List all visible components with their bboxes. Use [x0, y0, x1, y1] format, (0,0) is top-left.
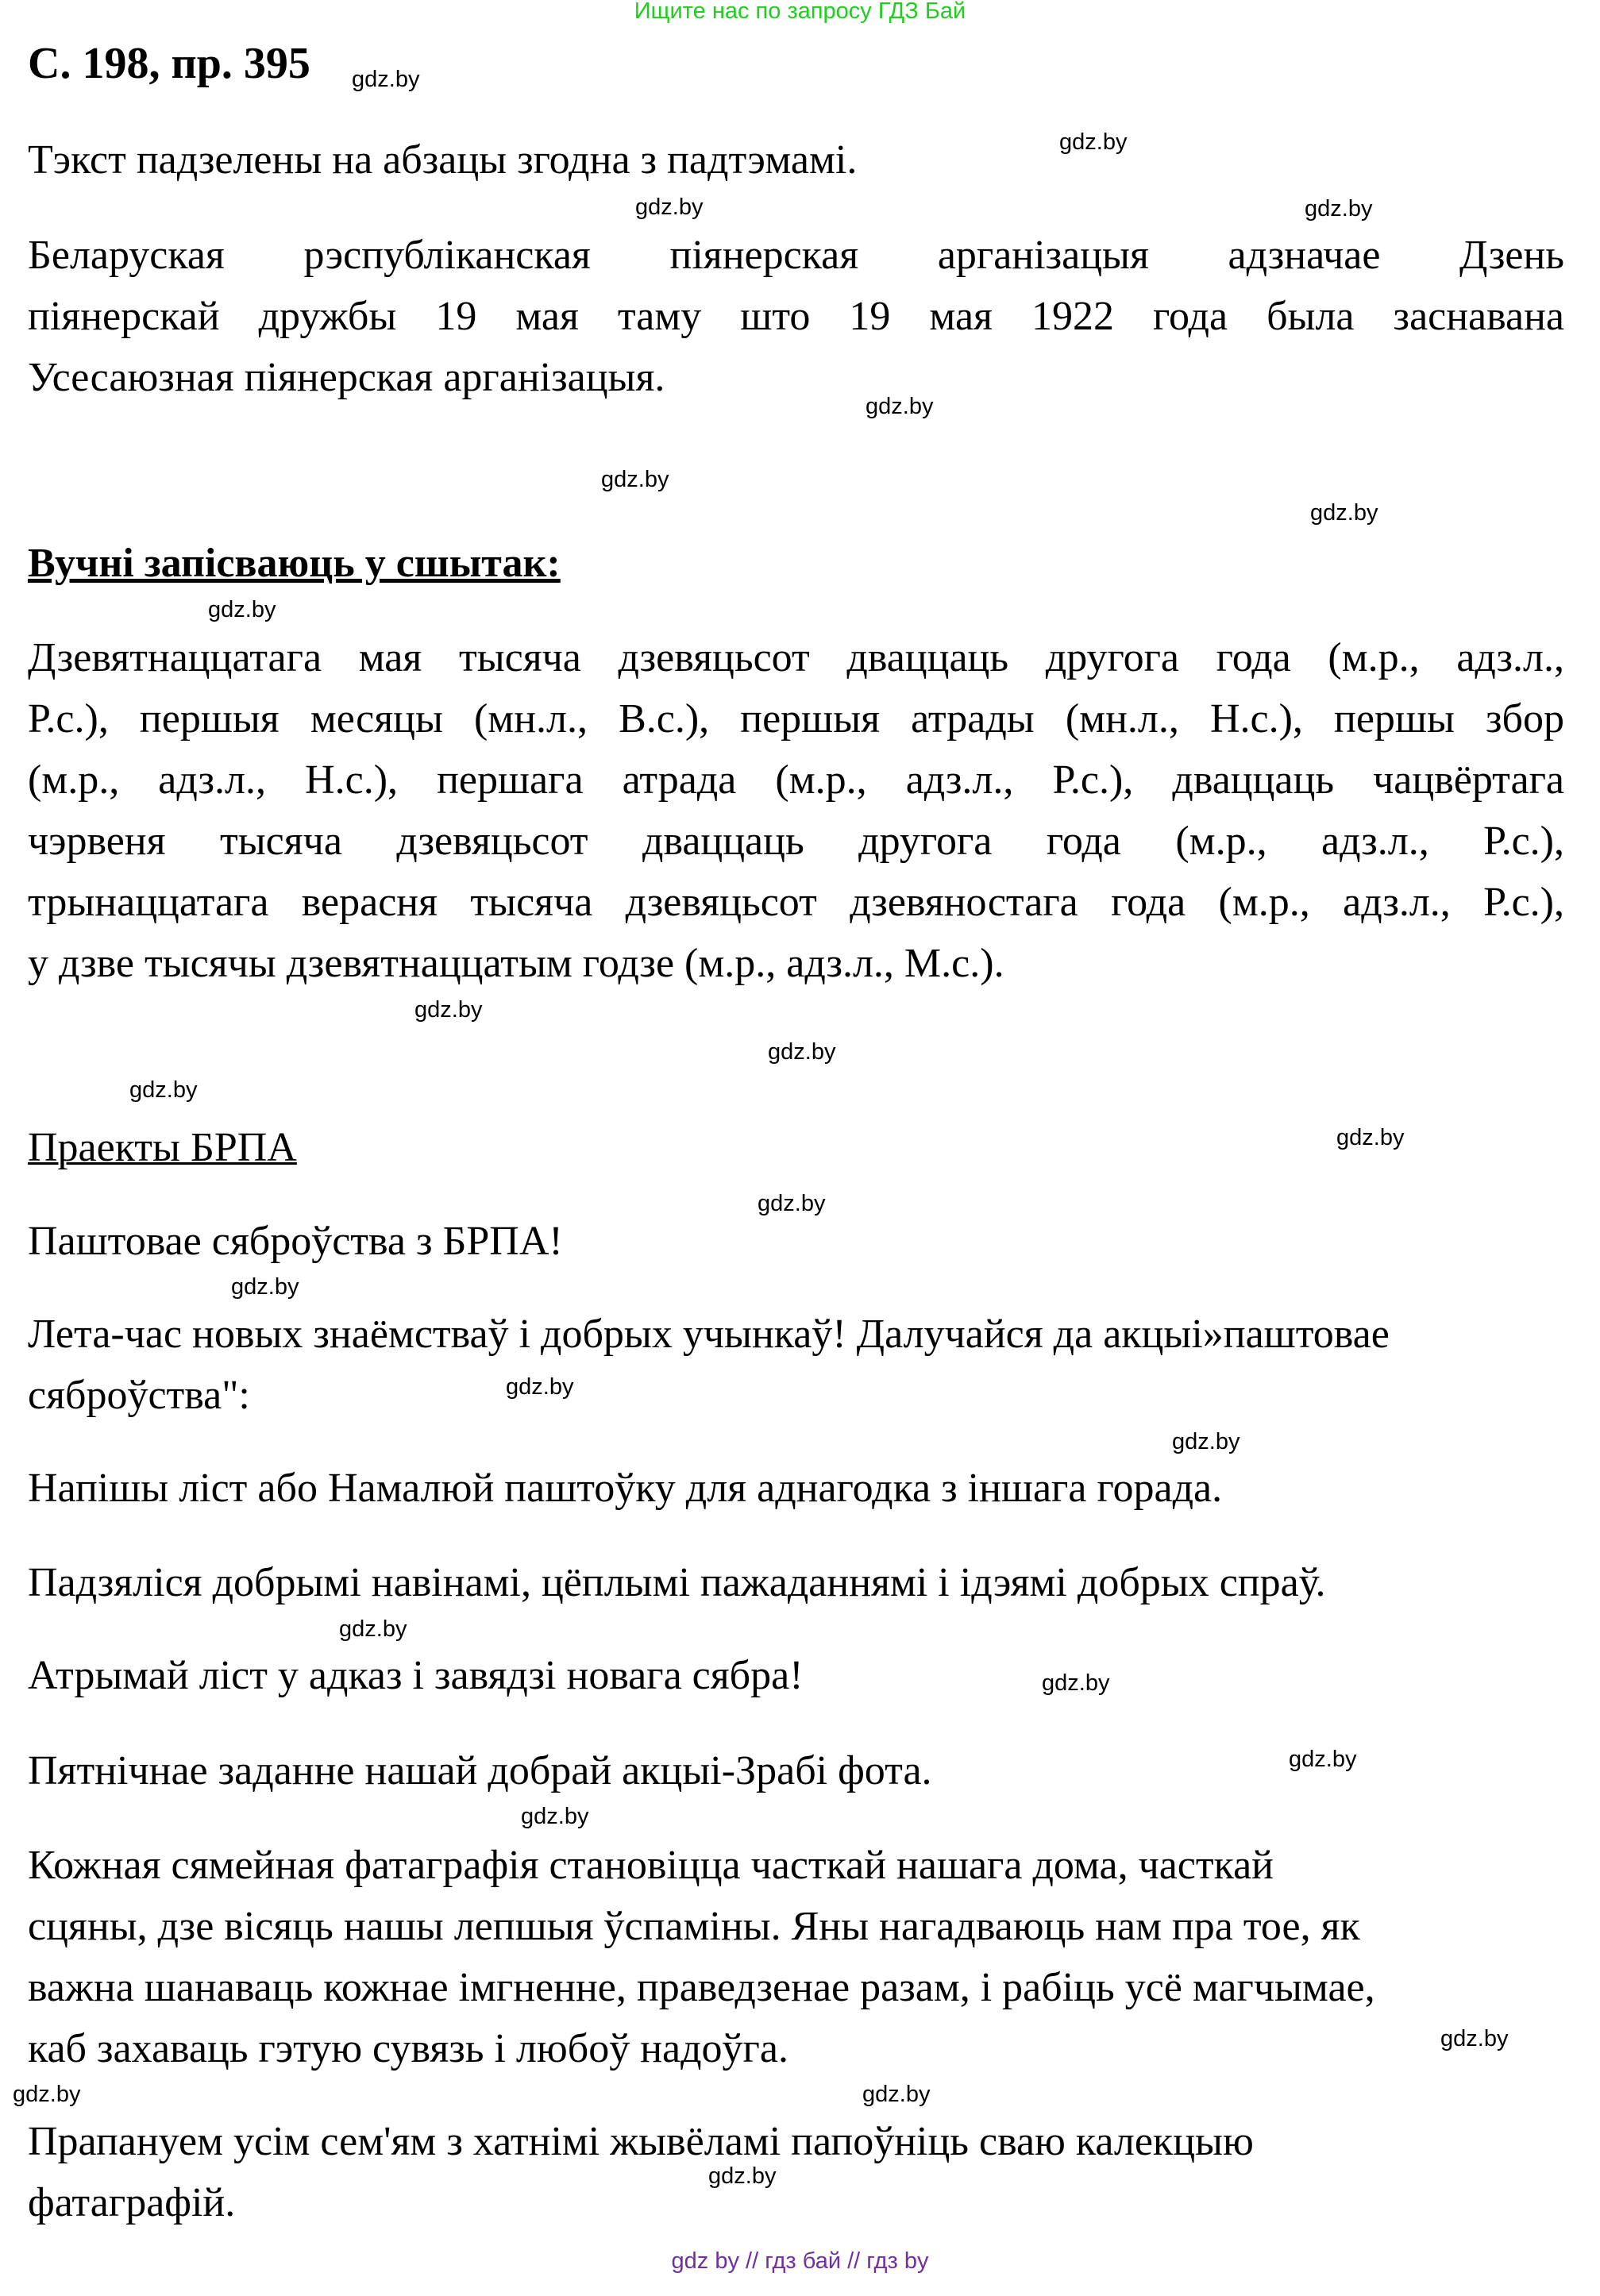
watermark: gdz.by — [339, 1616, 407, 1642]
text-line: Тэкст падзелены на абзацы згодна з падтэмамі. — [28, 137, 858, 183]
paragraph-share — [28, 1552, 1564, 1613]
text-line: Атрымай ліст у адказ і завядзі новага сябра! — [28, 1653, 804, 1698]
watermark: gdz.by — [1310, 500, 1378, 526]
paragraph-pets — [28, 2111, 1564, 2233]
watermark: gdz.by — [129, 1077, 198, 1103]
text-line: Прапануем усім сем'ям з хатнімі жывёламі папоўніць сваю калекцыю — [28, 2119, 1254, 2164]
watermark: gdz.by — [1336, 1125, 1405, 1150]
text-line: у дзве тысячы дзевятнаццатым годзе (м.р., адз.л., М.с.). — [28, 941, 1004, 986]
watermark: gdz.by — [1289, 1747, 1357, 1772]
text-line: фатаграфій. — [28, 2180, 236, 2225]
text-line: Пятнічнае заданне нашай добрай акцыі-Зрабі фота. — [28, 1748, 932, 1793]
text-line: трынаццатага верасня тысяча дзевяцьсот дзевяностага года (м.р., адз.л., Р.с.), — [28, 880, 1564, 925]
projects-heading — [28, 1117, 1564, 1178]
watermark: gdz.by — [708, 2163, 777, 2189]
watermark: gdz.by — [1305, 196, 1373, 222]
paragraph-numerals — [28, 627, 1564, 994]
text-line: Напішы ліст або Намалюй паштоўку для аднагодка з іншага горада. — [28, 1466, 1223, 1511]
page-title: С. 198, пр. 395 — [28, 39, 310, 88]
text-line: Дзевятнаццатага мая тысяча дзевяцьсот дваццаць другога года (м.р., адз.л., — [28, 635, 1564, 680]
text-line: важна шанаваць кожнае імгненне, праведзенае разам, і рабіць усё магчымае, — [28, 1965, 1375, 2010]
projects-heading-text: Праекты БРПА — [28, 1125, 297, 1170]
watermark: gdz.by — [13, 2082, 81, 2107]
watermark: gdz.by — [506, 1374, 574, 1400]
watermark: gdz.by — [768, 1039, 836, 1065]
text-line: сцяны, дзе вісяць нашы лепшыя ўспаміны. Яны нагадваюць нам пра тое, як — [28, 1904, 1360, 1949]
text-line: Беларуская рэспубліканская піянерская арганізацыя адзначае Дзень — [28, 233, 1564, 278]
text-line: чэрвеня тысяча дзевяцьсот дваццаць другога года (м.р., адз.л., Р.с.), — [28, 819, 1564, 864]
watermark: gdz.by — [1172, 1429, 1240, 1454]
watermark: gdz.by — [862, 2082, 931, 2107]
watermark: gdz.by — [521, 1804, 589, 1829]
paragraph-intro — [28, 129, 1564, 191]
text-line: Р.с.), першыя месяцы (мн.л., В.с.), першыя атрады (мн.л., Н.с.), першы збор — [28, 696, 1564, 742]
heading-text: Вучні запісваюць у сшытак: — [28, 541, 561, 586]
paragraph-summer — [28, 1304, 1564, 1426]
paragraph-write-letter — [28, 1458, 1564, 1519]
watermark: gdz.by — [208, 597, 276, 622]
text-line: (м.р., адз.л., Н.с.), першага атрада (м.р., адз.л., Р.с.), дваццаць чацвёртага — [28, 757, 1564, 803]
watermark: gdz.by — [1042, 1670, 1110, 1696]
watermark: gdz.by — [1059, 129, 1128, 155]
text-line: Кожная сямейная фатаграфія становіцца часткай нашага дома, часткай — [28, 1843, 1274, 1888]
text-line: піянерскай дружбы 19 мая таму што 19 мая 1922 года была заснавана — [28, 294, 1564, 339]
watermark: gdz.by — [758, 1191, 826, 1216]
text-line: Усесаюзная піянерская арганізацыя. — [28, 355, 665, 400]
watermark: gdz.by — [601, 467, 669, 492]
paragraph-pioneer-day — [28, 225, 1564, 408]
text-line: Паштовае сяброўства з БРПА! — [28, 1219, 563, 1264]
section-heading — [28, 533, 1564, 594]
watermark: gdz.by — [1440, 2026, 1509, 2051]
top-banner: Ищите нас по запросу ГДЗ Бай — [634, 0, 966, 24]
text-line: Лета-час новых знаёмстваў і добрых учынкаў! Далучайся да акцыі»паштовае — [28, 1312, 1390, 1357]
watermark: gdz.by — [231, 1274, 299, 1300]
watermark: gdz.by — [352, 67, 420, 92]
watermark: gdz.by — [414, 997, 483, 1023]
text-line: сяброўства": — [28, 1373, 250, 1418]
text-line: Падзяліся добрымі навінамі, цёплымі пажаданнямі і ідэямі добрых спраў. — [28, 1560, 1326, 1605]
paragraph-family-photo — [28, 1835, 1564, 2079]
watermark: gdz.by — [866, 394, 934, 419]
footer-watermark: gdz by // гдз бай // гдз by — [671, 2248, 929, 2274]
paragraph-friendship — [28, 1211, 1564, 1272]
text-line: каб захаваць гэтую сувязь і любоў надоўга. — [28, 2026, 788, 2071]
watermark: gdz.by — [635, 195, 704, 220]
paragraph-reply — [28, 1645, 1564, 1706]
